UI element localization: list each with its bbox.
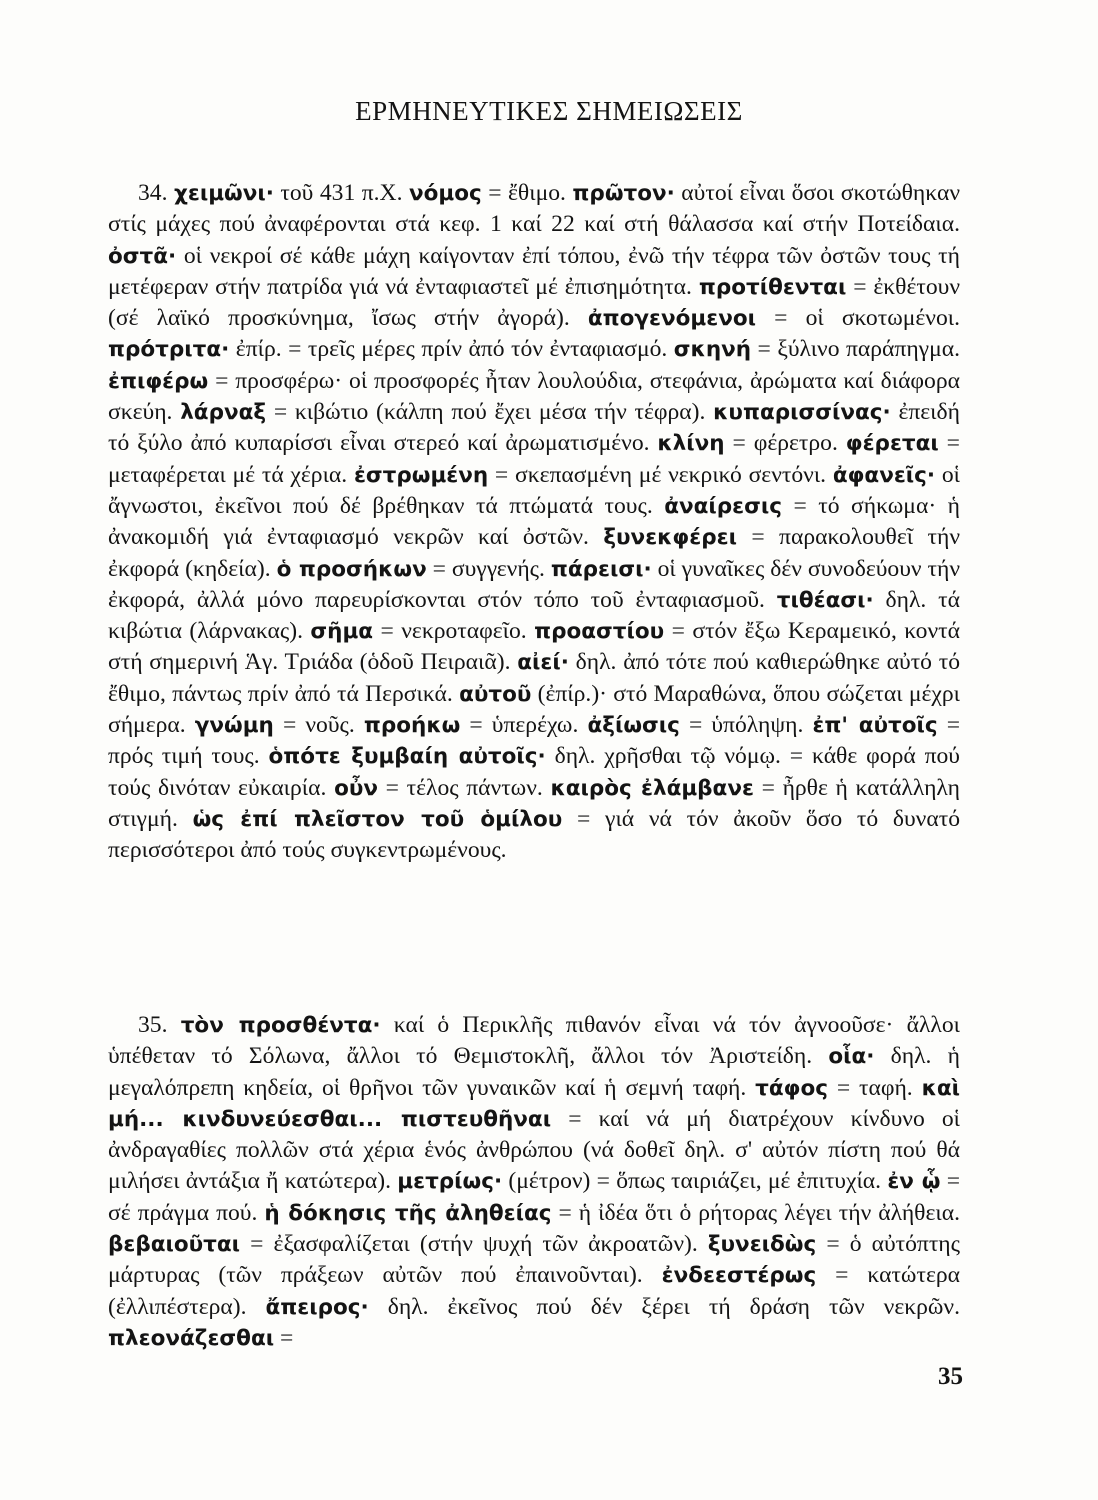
glossary-term: λάρναξ — [180, 400, 267, 426]
glossary-term: ἡ δόκησις τῆς ἀληθείας — [264, 1200, 552, 1226]
gloss-text: = νοῦς. — [273, 712, 364, 739]
glossary-term: αἰεί· — [517, 650, 569, 676]
glossary-term: μετρίως· — [397, 1169, 503, 1195]
gloss-text: = προσφέρω· οἱ προσφορές ἦταν λουλούδια, στεφάνια, ἀρώματα καί διάφορα σκεύη. — [108, 367, 960, 426]
glossary-term: ξυνειδὼς — [707, 1232, 817, 1258]
gloss-text: ἐπίρ. = τρεῖς μέρες πρίν ἀπό τόν ἐνταφιασμό. — [229, 336, 674, 363]
glossary-term: νόμος — [408, 181, 482, 206]
glossary-term: ἐν ᾧ — [887, 1169, 941, 1195]
glossary-term: κυπαρισσίνας· — [713, 400, 891, 426]
gloss-text: = ἔθιμο. — [481, 180, 573, 206]
gloss-text: = σέ πράγμα πού. — [108, 1168, 961, 1226]
gloss-text: = ταφή. — [827, 1074, 922, 1101]
glossary-term: σκηνή — [673, 337, 752, 363]
gloss-text: δηλ. ἐκεῖνος πού δέν ξέρει τή δράση τῶν νεκρῶν. — [368, 1293, 960, 1320]
gloss-text: = ὁ αὐτόπτης μάρτυρας (τῶν πράξεων αὐτῶν πού ἐπαινοῦνται). — [108, 1231, 960, 1289]
gloss-text: = πρός τιμή τους. — [108, 712, 961, 770]
note-35-paragraph — [108, 1010, 960, 1354]
glossary-term: προαστίου — [534, 619, 665, 645]
gloss-text: 35. — [138, 1012, 181, 1038]
gloss-text: = νεκροταφεῖο. — [373, 618, 535, 645]
gloss-text: = ἦρθε ἡ κατάλληλη στιγμή. — [108, 774, 960, 832]
gloss-text: = ἡ ἰδέα ὅτι ὁ ρήτορας λέγει τήν ἀλήθεια. — [551, 1199, 960, 1226]
page-number: 35 — [938, 1363, 963, 1390]
glossary-term: ὁπότε ξυμβαίη αὐτοῖς· — [268, 744, 546, 770]
gloss-text: δηλ. ἀπό τότε πού καθιερώθηκε αὐτό τό ἔθιμο, πάντως πρίν ἀπό τά Περσικά. — [108, 649, 961, 707]
glossary-term: σῆμα — [310, 619, 374, 645]
gloss-text: οἱ νεκροί σέ κάθε μάχη καίγονταν ἐπί τόπου, ἐνῶ τήν τέφρα τῶν ὀστῶν τους τή μετέφεραν στήν πατρίδα γιά νά ἐνταφιαστεῖ μέ ἐπισημότητα. — [108, 242, 960, 300]
gloss-text: = καί νά μή διατρέχουν κίνδυνο οἱ ἀνδραγαθίες πολλῶν στά χέρια ἑνός ἀνθρώπου (νά δοθεῖ δηλ. σ' αὐτόν πίστη πού θά μιλήσει ἀντάξια ἤ κατώτερα). — [108, 1105, 960, 1195]
gloss-text: (ἐπίρ.)· στό Μαραθώνα, ὅπου σώζεται μέχρι σήμερα. — [108, 680, 960, 739]
gloss-text: = κιβώτιο (κάλπη πού ἔχει μέσα τήν τέφρα). — [266, 399, 714, 426]
glossary-term: πρῶτον· — [572, 181, 675, 206]
gloss-text: δηλ. χρῆσθαι τῷ νόμῳ. = κάθε φορά πού τούς δινόταν εὐκαιρία. — [108, 743, 960, 801]
glossary-term: πλεονάζεσθαι — [108, 1325, 275, 1351]
glossary-term: χειμῶνι· — [173, 181, 274, 206]
glossary-term: ἐστρωμένη — [353, 462, 489, 488]
glossary-term: προήκω — [363, 713, 461, 739]
glossary-term: γνώμη — [194, 713, 274, 739]
glossary-term: τὸν προσθέντα· — [180, 1013, 381, 1038]
glossary-term: προτίθενται — [698, 274, 847, 300]
glossary-term: τιθέασι· — [776, 587, 874, 613]
glossary-term: τάφος — [755, 1075, 828, 1101]
glossary-term: φέρεται — [845, 431, 939, 457]
gloss-text: = συγγενής. — [426, 555, 551, 582]
gloss-text: δηλ. τά κιβώτια (λάρνακας). — [108, 586, 960, 645]
gloss-text: ἐπειδή τό ξύλο ἀπό κυπαρίσσι εἶναι στερεό καί ἀρωματισμένο. — [108, 399, 960, 457]
glossary-term: ἄπειρος· — [265, 1294, 369, 1320]
gloss-text: = ξύλινο παράπηγμα. — [751, 336, 960, 363]
gloss-text: = γιά νά τόν ἀκοῦν ὅσο τό δυνατό περισσότεροι ἀπό τούς συγκεντρωμένους. — [108, 805, 960, 864]
gloss-text: = τό σήκωμα· ἡ ἀνακομιδή γιά ἐνταφιασμό νεκρῶν καί ὀστῶν. — [108, 492, 960, 551]
gloss-text: = στόν ἔξω Κεραμεικό, κοντά στή σημερινή Ἁγ. Τριάδα (ὁδοῦ Πειραιᾶ). — [108, 618, 960, 676]
glossary-term: ἀναίρεσις — [664, 493, 783, 519]
gloss-text: = κατώτερα (ἐλλιπέστερα). — [108, 1262, 960, 1320]
glossary-term: πρότριτα· — [108, 337, 230, 363]
gloss-text: αὐτοί εἶναι ὅσοι σκοτώθηκαν στίς μάχες πού ἀναφέρονται στά κεφ. 1 καί 22 καί στή θάλασσα καί στήν Ποτείδαια. — [108, 180, 960, 238]
note-35-block — [108, 1010, 960, 1354]
gloss-text: οἱ γυναῖκες δέν συνοδεύουν τήν ἐκφορά, ἀλλά μόνο παρευρίσκονται στόν τόπο τοῦ ἐνταφιασμοῦ. — [108, 555, 960, 613]
gloss-text: = σκεπασμένη μέ νεκρικό σεντόνι. — [488, 461, 833, 488]
glossary-term: ὀστᾶ· — [108, 243, 177, 269]
gloss-text: = οἱ σκοτωμένοι. — [756, 305, 960, 332]
page-title: ΕΡΜΗΝΕΥΤΙΚΕΣ ΣΗΜΕΙΩΣΕΙΣ — [355, 96, 743, 126]
gloss-text: (μέτρον) = ὅπως ταιριάζει, μέ ἐπιτυχία. — [502, 1168, 888, 1195]
glossary-term: κλίνη — [657, 431, 725, 457]
gloss-text: οἱ ἄγνωστοι, ἐκεῖνοι πού δέ βρέθηκαν τά πτώματά τους. — [108, 461, 960, 519]
gloss-text: καί ὁ Περικλῆς πιθανόν εἶναι νά τόν ἀγνοοῦσε· ἄλλοι ὑπέθεταν τό Σόλωνα, ἄλλοι τό Θεμιστοκλῆ, ἄλλοι τόν Ἀριστείδη. — [108, 1012, 960, 1070]
glossary-term: καιρὸς ἐλάμβανε — [550, 775, 754, 801]
gloss-text: = ἐκθέτουν (σέ λαϊκό προσκύνημα, ἴσως στήν ἀγορά). — [108, 273, 960, 332]
gloss-text: τοῦ 431 π.Χ. — [273, 180, 409, 206]
glossary-term: ἐπιφέρω — [108, 368, 209, 394]
gloss-text: = ὑπερέχω. — [460, 712, 588, 739]
gloss-text: = — [274, 1324, 294, 1351]
glossary-term: αὐτοῦ — [459, 681, 532, 707]
glossary-term: ὁ προσήκων — [276, 556, 427, 582]
note-34-block — [108, 178, 960, 867]
gloss-text: = τέλος πάντων. — [378, 774, 551, 801]
gloss-text: δηλ. ἡ μεγαλόπρεπη κηδεία, οἱ θρῆνοι τῶν γυναικῶν καί ἡ σεμνή ταφή. — [108, 1043, 960, 1101]
note-34-paragraph — [108, 178, 960, 867]
glossary-term: ἀξίωσις — [587, 713, 680, 739]
gloss-text: = ἐξασφαλίζεται (στήν ψυχή τῶν ἀκροατῶν). — [240, 1231, 708, 1258]
gloss-text: = μεταφέρεται μέ τά χέρια. — [108, 430, 960, 488]
glossary-term: ἐνδεεστέρως — [661, 1263, 817, 1289]
glossary-term: καὶ μή... κινδυνεύεσθαι... πιστευθῆναι — [108, 1075, 960, 1132]
glossary-term: ὡς ἐπί πλεῖστον τοῦ ὁμίλου — [192, 806, 563, 832]
glossary-term: βεβαιοῦται — [108, 1232, 241, 1258]
gloss-text: 34. — [138, 180, 174, 206]
gloss-text: = παρακολουθεῖ τήν ἐκφορά (κηδεία). — [108, 524, 960, 582]
glossary-term: ἀπογενόμενοι — [587, 306, 757, 332]
glossary-term: πάρεισι· — [550, 556, 652, 582]
gloss-text: = ὑπόληψη. — [679, 712, 813, 739]
gloss-text: = φέρετρο. — [724, 430, 846, 457]
glossary-term: οἷα· — [828, 1044, 875, 1070]
glossary-term: οὖν — [334, 775, 379, 801]
glossary-term: ἀφανεῖς· — [832, 462, 936, 488]
glossary-term: ξυνεκφέρει — [603, 525, 737, 551]
glossary-term: ἐπ' αὐτοῖς — [812, 713, 938, 739]
